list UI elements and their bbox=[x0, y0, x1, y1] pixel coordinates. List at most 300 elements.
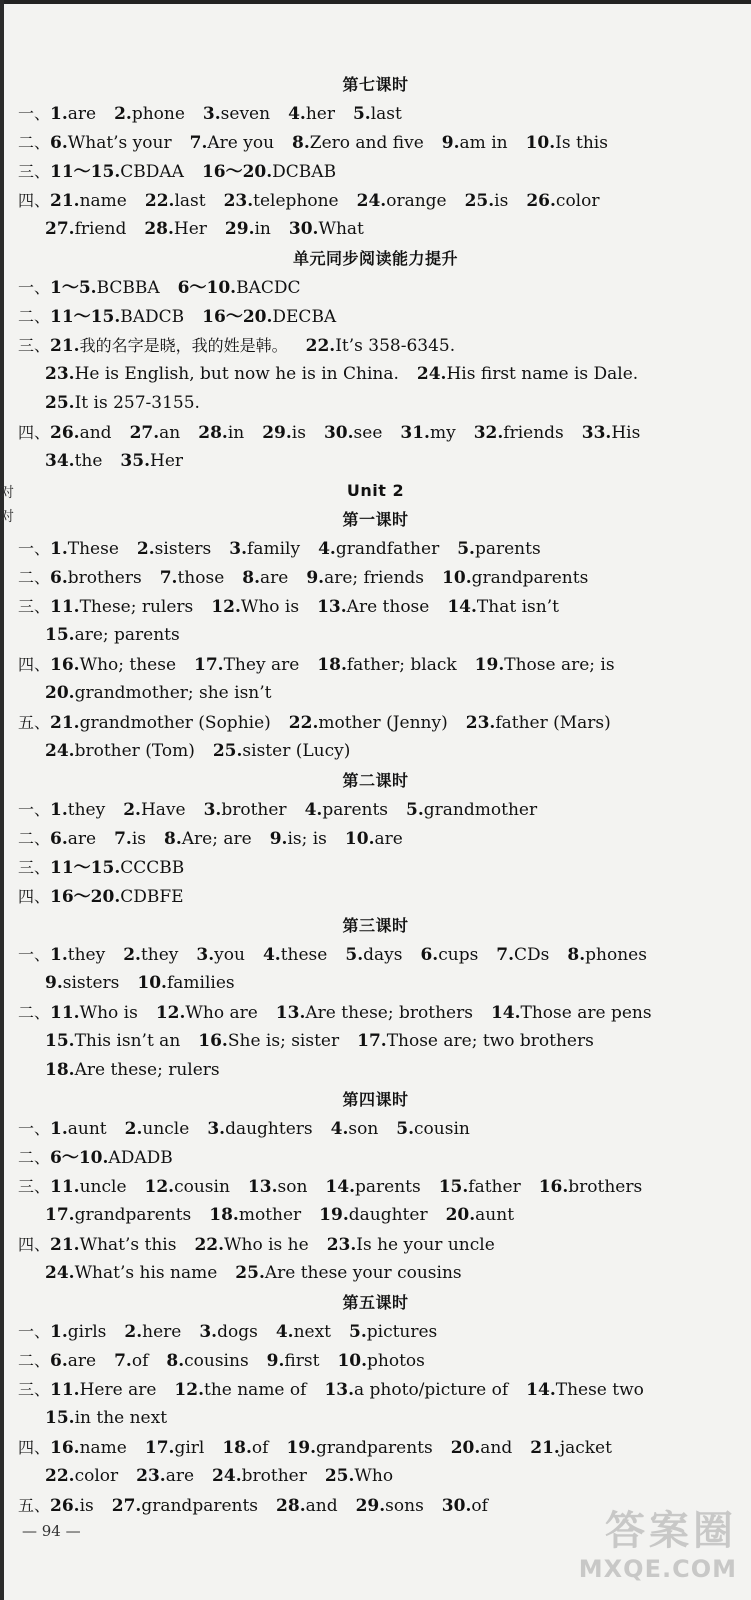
answer-text: grandfather bbox=[335, 539, 440, 559]
answer-line bbox=[18, 1404, 733, 1433]
question-number: 5. bbox=[352, 104, 371, 124]
answer-item bbox=[50, 887, 184, 907]
answer-text: parents bbox=[322, 800, 389, 820]
question-number: 1. bbox=[50, 1119, 68, 1139]
answer-text: Are these; brothers bbox=[305, 1003, 473, 1023]
answer-item bbox=[166, 1351, 248, 1371]
answer-line bbox=[18, 157, 733, 186]
part-number: 三、 bbox=[18, 1177, 51, 1196]
answer-item bbox=[222, 1438, 268, 1458]
answer-text: last bbox=[174, 191, 206, 211]
answer-text: and bbox=[480, 1438, 513, 1458]
answer-item bbox=[235, 1263, 461, 1283]
question-number: 10. bbox=[344, 829, 375, 849]
question-number: 5. bbox=[345, 945, 364, 965]
answer-text: are; parents bbox=[74, 625, 180, 645]
answer-text: they bbox=[67, 800, 106, 820]
question-number: 8. bbox=[292, 133, 310, 153]
answer-item bbox=[439, 1177, 521, 1197]
answer-item bbox=[276, 1003, 473, 1023]
answer-text: What’s his name bbox=[74, 1263, 218, 1283]
answer-text: Who is he bbox=[224, 1235, 309, 1255]
answer-text: and bbox=[79, 423, 112, 443]
answer-item bbox=[567, 945, 647, 965]
answer-item bbox=[331, 1119, 379, 1139]
section-title: Unit 2 bbox=[346, 481, 405, 500]
answer-line bbox=[18, 737, 733, 766]
answer-item bbox=[211, 597, 299, 617]
answer-item bbox=[50, 1177, 127, 1197]
question-number: 5. bbox=[349, 1322, 367, 1342]
answer-item bbox=[136, 1466, 194, 1486]
answer-item bbox=[45, 393, 200, 413]
answer-item bbox=[145, 1438, 204, 1458]
question-number: 32. bbox=[473, 423, 504, 443]
answer-item bbox=[356, 1496, 424, 1516]
question-number: 16. bbox=[198, 1031, 228, 1051]
answer-line bbox=[18, 389, 733, 418]
answer-text: grandparents bbox=[74, 1205, 192, 1225]
question-number: 22. bbox=[288, 713, 319, 733]
question-number: 21. bbox=[50, 336, 80, 356]
answer-item bbox=[45, 683, 272, 703]
answer-text: brother (Tom) bbox=[74, 741, 195, 761]
watermark-url: MXQE.COM bbox=[578, 1555, 737, 1583]
answer-text: those bbox=[177, 568, 225, 588]
question-number: 2. bbox=[114, 104, 132, 124]
question-number: 14. bbox=[447, 597, 477, 617]
answer-item bbox=[327, 1235, 495, 1255]
question-number: 14. bbox=[526, 1380, 556, 1400]
section-title: 第五课时 bbox=[342, 1293, 409, 1312]
answer-text: friend bbox=[74, 219, 127, 239]
answer-text: are bbox=[374, 829, 403, 849]
answer-line bbox=[18, 1375, 733, 1404]
answer-text: these bbox=[280, 945, 328, 965]
answer-item bbox=[50, 800, 105, 820]
part-number: 五、 bbox=[18, 713, 51, 732]
question-number: 14. bbox=[325, 1177, 355, 1197]
answer-line bbox=[18, 1114, 733, 1143]
answer-text: are bbox=[67, 1351, 97, 1371]
answer-item bbox=[318, 539, 439, 559]
question-number: 17. bbox=[45, 1205, 75, 1225]
answer-text: days bbox=[363, 945, 403, 965]
question-number: 9. bbox=[45, 973, 63, 993]
answer-text: BADCB bbox=[120, 307, 185, 327]
answer-item bbox=[50, 1322, 106, 1342]
answer-item bbox=[526, 1380, 644, 1400]
question-number: 25. bbox=[324, 1466, 355, 1486]
answer-item bbox=[446, 1205, 514, 1225]
question-number: 12. bbox=[174, 1380, 204, 1400]
answer-item bbox=[451, 1438, 513, 1458]
answer-line bbox=[18, 331, 733, 360]
question-number: 9. bbox=[266, 1351, 285, 1371]
question-number: 12. bbox=[155, 1003, 186, 1023]
answer-item bbox=[50, 1438, 127, 1458]
answer-item bbox=[137, 539, 211, 559]
answer-text: an bbox=[159, 423, 181, 443]
answer-item bbox=[194, 655, 299, 675]
answer-item bbox=[420, 945, 478, 965]
question-number: 24. bbox=[212, 1466, 242, 1486]
answer-text: parents bbox=[474, 539, 541, 559]
answer-item bbox=[50, 1148, 173, 1168]
answer-item bbox=[262, 423, 306, 443]
answer-text: Who; these bbox=[79, 655, 177, 675]
answer-item bbox=[196, 945, 245, 965]
answer-text: sisters bbox=[62, 973, 120, 993]
question-number: 4. bbox=[262, 945, 281, 965]
answer-text: are bbox=[67, 104, 97, 124]
answer-text: pictures bbox=[366, 1322, 438, 1342]
answer-text: are bbox=[67, 829, 97, 849]
answer-item bbox=[248, 1177, 308, 1197]
answer-item bbox=[50, 1003, 138, 1023]
question-number: 12. bbox=[144, 1177, 175, 1197]
question-number: 27. bbox=[129, 423, 160, 443]
answer-item bbox=[289, 219, 364, 239]
question-number: 24. bbox=[45, 741, 75, 761]
answer-item bbox=[242, 568, 288, 588]
question-number: 26. bbox=[50, 1496, 80, 1516]
answer-item bbox=[45, 219, 126, 239]
answer-text: Those are; two brothers bbox=[386, 1031, 594, 1051]
part-number: 四、 bbox=[18, 1438, 51, 1457]
part-number: 二、 bbox=[18, 568, 51, 587]
answer-line bbox=[18, 1201, 733, 1230]
question-number: 25. bbox=[235, 1263, 265, 1283]
question-number: 30. bbox=[441, 1496, 472, 1516]
answer-text: photos bbox=[367, 1351, 425, 1371]
answer-line bbox=[18, 360, 733, 389]
question-number: 8. bbox=[567, 945, 586, 965]
answer-item bbox=[202, 162, 336, 182]
question-number: 27. bbox=[111, 1496, 142, 1516]
question-number: 20. bbox=[45, 683, 75, 703]
answer-item bbox=[396, 1119, 470, 1139]
answer-text: brother bbox=[241, 1466, 307, 1486]
question-number: 16～20. bbox=[50, 887, 121, 907]
question-number: 3. bbox=[202, 104, 221, 124]
answer-item bbox=[357, 191, 447, 211]
answer-text: What’s this bbox=[79, 1235, 177, 1255]
answer-text: are; friends bbox=[324, 568, 425, 588]
part-number: 三、 bbox=[18, 336, 51, 355]
question-number: 24. bbox=[416, 364, 447, 384]
answer-text: brothers bbox=[67, 568, 142, 588]
question-number: 4. bbox=[288, 104, 306, 124]
question-number: 6. bbox=[50, 133, 68, 153]
question-number: 15. bbox=[45, 625, 75, 645]
question-number: 3. bbox=[207, 1119, 226, 1139]
answer-text: Is this bbox=[555, 133, 608, 153]
answer-text: mother (Jenny) bbox=[318, 713, 448, 733]
part-number: 二、 bbox=[18, 307, 51, 326]
answer-item bbox=[539, 1177, 643, 1197]
answer-text: telephone bbox=[253, 191, 339, 211]
question-number: 28. bbox=[144, 219, 174, 239]
answer-text: in bbox=[227, 423, 245, 443]
question-number: 18. bbox=[209, 1205, 239, 1225]
answer-text: phone bbox=[131, 104, 185, 124]
part-number: 三、 bbox=[18, 597, 51, 616]
part-number: 三、 bbox=[18, 858, 51, 877]
answer-text: cousins bbox=[184, 1351, 249, 1371]
answer-item bbox=[400, 423, 455, 443]
question-number: 26. bbox=[50, 423, 80, 443]
answer-text: father bbox=[468, 1177, 521, 1197]
question-number: 29. bbox=[224, 219, 255, 239]
question-number: 1. bbox=[50, 104, 68, 124]
answer-text: This isn’t an bbox=[74, 1031, 181, 1051]
answer-item bbox=[225, 219, 271, 239]
answer-item bbox=[174, 1380, 306, 1400]
answer-item bbox=[45, 451, 102, 471]
question-number: 1. bbox=[50, 945, 68, 965]
answer-item bbox=[276, 1496, 338, 1516]
answer-text: brother bbox=[221, 800, 287, 820]
answer-text: is bbox=[79, 1496, 94, 1516]
question-number: 21. bbox=[50, 713, 80, 733]
section-title: 第四课时 bbox=[342, 1090, 409, 1109]
answer-text: am in bbox=[459, 133, 508, 153]
answer-text: name bbox=[79, 191, 127, 211]
question-number: 11～15. bbox=[50, 307, 121, 327]
question-number: 4. bbox=[304, 800, 323, 820]
question-number: 29. bbox=[262, 423, 292, 443]
answer-line bbox=[18, 447, 733, 476]
question-number: 11. bbox=[50, 597, 80, 617]
answer-item bbox=[457, 539, 540, 559]
answer-item bbox=[50, 945, 105, 965]
question-number: 7. bbox=[114, 1351, 132, 1371]
answer-text: grandmother (Sophie) bbox=[79, 713, 271, 733]
answer-text: of bbox=[251, 1438, 269, 1458]
answer-item bbox=[496, 945, 549, 965]
answer-text: name bbox=[79, 1438, 127, 1458]
question-number: 4. bbox=[330, 1119, 349, 1139]
answer-item bbox=[194, 1235, 308, 1255]
question-number: 19. bbox=[286, 1438, 317, 1458]
answer-text: they bbox=[140, 945, 179, 965]
question-number: 14. bbox=[490, 1003, 521, 1023]
answer-text: grandparents bbox=[141, 1496, 259, 1516]
answer-text: These two bbox=[555, 1380, 644, 1400]
answer-text: They are bbox=[223, 655, 300, 675]
question-number: 10. bbox=[525, 133, 556, 153]
answer-text: He is English, but now he is in China. bbox=[74, 364, 399, 384]
answer-item bbox=[229, 539, 300, 559]
answer-text: color bbox=[555, 191, 600, 211]
answer-text: grandmother; she isn’t bbox=[74, 683, 272, 703]
answer-text: She is; sister bbox=[227, 1031, 340, 1051]
answer-item bbox=[156, 1003, 258, 1023]
answer-text: What’s your bbox=[67, 133, 172, 153]
question-number: 29. bbox=[355, 1496, 386, 1516]
answer-item bbox=[145, 191, 206, 211]
answer-item bbox=[50, 104, 96, 124]
answer-line bbox=[18, 1230, 733, 1259]
answer-text: sister (Lucy) bbox=[242, 741, 351, 761]
answer-item bbox=[45, 1263, 217, 1283]
answer-text: jacket bbox=[559, 1438, 612, 1458]
answer-item bbox=[270, 829, 327, 849]
answer-text: are bbox=[165, 1466, 195, 1486]
answer-text: BCBBA bbox=[96, 278, 160, 298]
question-number: 21. bbox=[50, 191, 80, 211]
answer-line bbox=[18, 1027, 733, 1056]
part-number: 二、 bbox=[18, 1148, 51, 1167]
answer-text: orange bbox=[386, 191, 447, 211]
answer-item bbox=[324, 1380, 508, 1400]
answer-line bbox=[18, 969, 733, 998]
answer-item bbox=[45, 1031, 180, 1051]
answer-text: brothers bbox=[568, 1177, 643, 1197]
part-number: 二、 bbox=[18, 1351, 51, 1370]
answer-item bbox=[50, 1380, 156, 1400]
answer-line bbox=[18, 534, 733, 563]
question-number: 7. bbox=[114, 829, 132, 849]
question-number: 1. bbox=[50, 1322, 68, 1342]
part-number: 二、 bbox=[18, 1003, 51, 1022]
question-number: 12. bbox=[211, 597, 241, 617]
answer-text: Those are pens bbox=[520, 1003, 652, 1023]
question-number: 19. bbox=[474, 655, 505, 675]
answer-text: here bbox=[142, 1322, 182, 1342]
answer-text: Her bbox=[150, 451, 184, 471]
answer-item bbox=[45, 1466, 118, 1486]
answer-text: uncle bbox=[142, 1119, 190, 1139]
answer-item bbox=[465, 191, 509, 211]
answer-text: Who is bbox=[79, 1003, 138, 1023]
question-number: 16～20. bbox=[202, 307, 273, 327]
answer-item bbox=[317, 597, 429, 617]
answer-item bbox=[50, 597, 193, 617]
answer-line bbox=[18, 650, 733, 679]
answer-text: These; rulers bbox=[79, 597, 194, 617]
question-number: 11. bbox=[50, 1380, 80, 1400]
part-number: 一、 bbox=[18, 104, 51, 123]
question-number: 4. bbox=[275, 1322, 294, 1342]
margin-mark: 对 bbox=[0, 509, 14, 525]
part-number: 一、 bbox=[18, 278, 51, 297]
answer-text: Have bbox=[140, 800, 186, 820]
question-number: 20. bbox=[445, 1205, 476, 1225]
part-number: 四、 bbox=[18, 887, 51, 906]
question-number: 13. bbox=[247, 1177, 278, 1197]
answer-item bbox=[50, 1496, 94, 1516]
part-number: 一、 bbox=[18, 945, 51, 964]
answer-item bbox=[204, 800, 287, 820]
answer-text: These bbox=[67, 539, 119, 559]
question-number: 10. bbox=[442, 568, 472, 588]
answer-item bbox=[267, 1351, 320, 1371]
answer-item bbox=[50, 829, 96, 849]
answer-text: son bbox=[277, 1177, 308, 1197]
answer-item bbox=[324, 423, 382, 443]
answer-text: Are these your cousins bbox=[264, 1263, 462, 1283]
answer-line bbox=[18, 708, 733, 737]
answer-item bbox=[466, 713, 611, 733]
question-number: 23. bbox=[465, 713, 496, 733]
answer-text: cups bbox=[438, 945, 479, 965]
question-number: 4. bbox=[318, 539, 336, 559]
answer-item bbox=[289, 713, 448, 733]
question-number: 19. bbox=[319, 1205, 349, 1225]
question-number: 22. bbox=[194, 1235, 225, 1255]
answer-text: Are; are bbox=[181, 829, 252, 849]
watermark-text: 答案圈 bbox=[605, 1508, 737, 1554]
answer-item bbox=[306, 336, 456, 356]
answer-item bbox=[263, 945, 327, 965]
question-number: 26. bbox=[526, 191, 556, 211]
question-number: 34. bbox=[45, 451, 75, 471]
answer-text: What bbox=[318, 219, 364, 239]
answer-item bbox=[319, 1205, 427, 1225]
question-number: 6～10. bbox=[50, 1148, 109, 1168]
answer-text: a photo/picture of bbox=[354, 1380, 509, 1400]
question-number: 11～15. bbox=[50, 162, 121, 182]
answer-item bbox=[224, 191, 339, 211]
question-number: 16. bbox=[50, 1438, 80, 1458]
answer-text: is; is bbox=[287, 829, 327, 849]
section-title: 第七课时 bbox=[342, 75, 409, 94]
answer-text: seven bbox=[220, 104, 271, 124]
answer-item bbox=[50, 655, 176, 675]
answer-item bbox=[207, 1119, 312, 1139]
question-number: 15. bbox=[45, 1031, 75, 1051]
answer-text: son bbox=[348, 1119, 379, 1139]
answer-text: daughter bbox=[348, 1205, 428, 1225]
part-number: 四、 bbox=[18, 1235, 51, 1254]
question-number: 3. bbox=[203, 800, 222, 820]
answer-text: His bbox=[611, 423, 641, 443]
answer-text: color bbox=[74, 1466, 119, 1486]
answer-item bbox=[190, 133, 274, 153]
answer-text: Here are bbox=[79, 1380, 157, 1400]
answer-text: the name of bbox=[203, 1380, 307, 1400]
part-number: 一、 bbox=[18, 1119, 51, 1138]
answer-line bbox=[18, 1056, 733, 1085]
answer-line bbox=[18, 940, 733, 969]
question-number: 28. bbox=[276, 1496, 306, 1516]
answer-text: grandmother bbox=[423, 800, 538, 820]
question-number: 1. bbox=[50, 800, 68, 820]
answer-item bbox=[120, 451, 183, 471]
answer-item bbox=[337, 1351, 424, 1371]
question-number: 22. bbox=[45, 1466, 75, 1486]
answer-item bbox=[530, 1438, 612, 1458]
question-number: 6. bbox=[50, 1351, 68, 1371]
answer-text: cousin bbox=[414, 1119, 470, 1139]
answer-text: DECBA bbox=[272, 307, 337, 327]
answer-item bbox=[50, 423, 112, 443]
question-number: 1. bbox=[50, 539, 68, 559]
question-number: 10. bbox=[137, 973, 167, 993]
answer-text: and bbox=[305, 1496, 338, 1516]
question-number: 27. bbox=[45, 219, 75, 239]
question-number: 25. bbox=[45, 393, 75, 413]
question-number: 17. bbox=[194, 655, 224, 675]
answer-item bbox=[164, 829, 252, 849]
answer-text: Who are bbox=[185, 1003, 258, 1023]
answer-text: Who is bbox=[240, 597, 300, 617]
question-number: 9. bbox=[269, 829, 288, 849]
question-number: 1～5. bbox=[50, 278, 97, 298]
answer-text: ADADB bbox=[108, 1148, 173, 1168]
